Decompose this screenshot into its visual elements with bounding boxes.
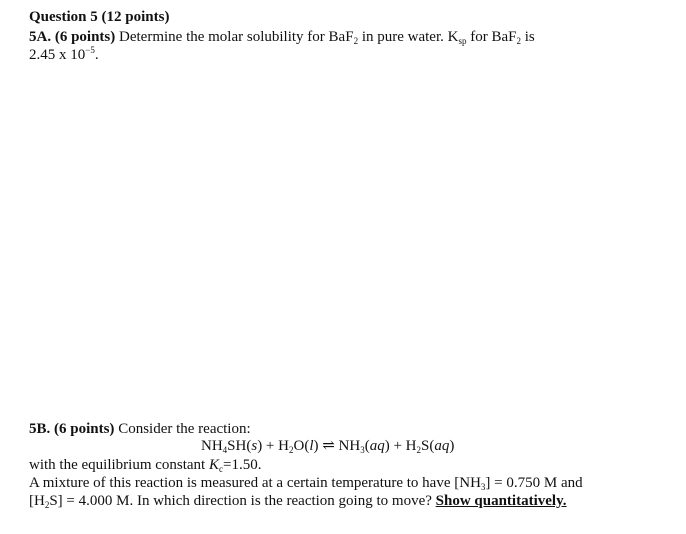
part-a-prompt-line-1: 5A. (6 points) Determine the molar solubility for BaF$_2$ in pure water. $K_{sp}$ for BaF$_2$ is [29, 29, 535, 46]
kc-value: =1.50. [223, 457, 262, 473]
equilibrium-constant-line: with the equilibrium constant $K_c=1.50$. [29, 457, 262, 474]
mixture-line-2: $[H_2S] = 4.000$ M. In which direction is the reaction going to move? Show quantitatively. [29, 493, 567, 510]
ksp-value: 2.45 x 10 [29, 47, 86, 63]
part-a-label: 5A. (6 points) [29, 29, 116, 45]
part-b-label: 5B. (6 points) [29, 421, 115, 437]
ksp-exponent: −5 [85, 45, 95, 55]
show-quantitatively-instruction: Show quantitatively. [435, 493, 567, 509]
question-title [29, 8, 169, 26]
kc-symbol: K [208, 457, 219, 473]
mixture-line-1: A mixture of this reaction is measured at a certain temperature to have $[NH_3] = 0.750$ M and [29, 475, 583, 492]
question-title-text: Question 5 (12 points) [29, 9, 170, 25]
reaction-equation: $NH_4SH(s) + H_2O(l)$ ⇌ $NH_3(aq) + H_2S(aq)$ [201, 438, 455, 455]
part-a-prompt-line-2: 2.45 x $10^{-5}$. [29, 45, 99, 63]
part-b-intro: 5B. (6 points) Consider the reaction: [29, 421, 251, 437]
